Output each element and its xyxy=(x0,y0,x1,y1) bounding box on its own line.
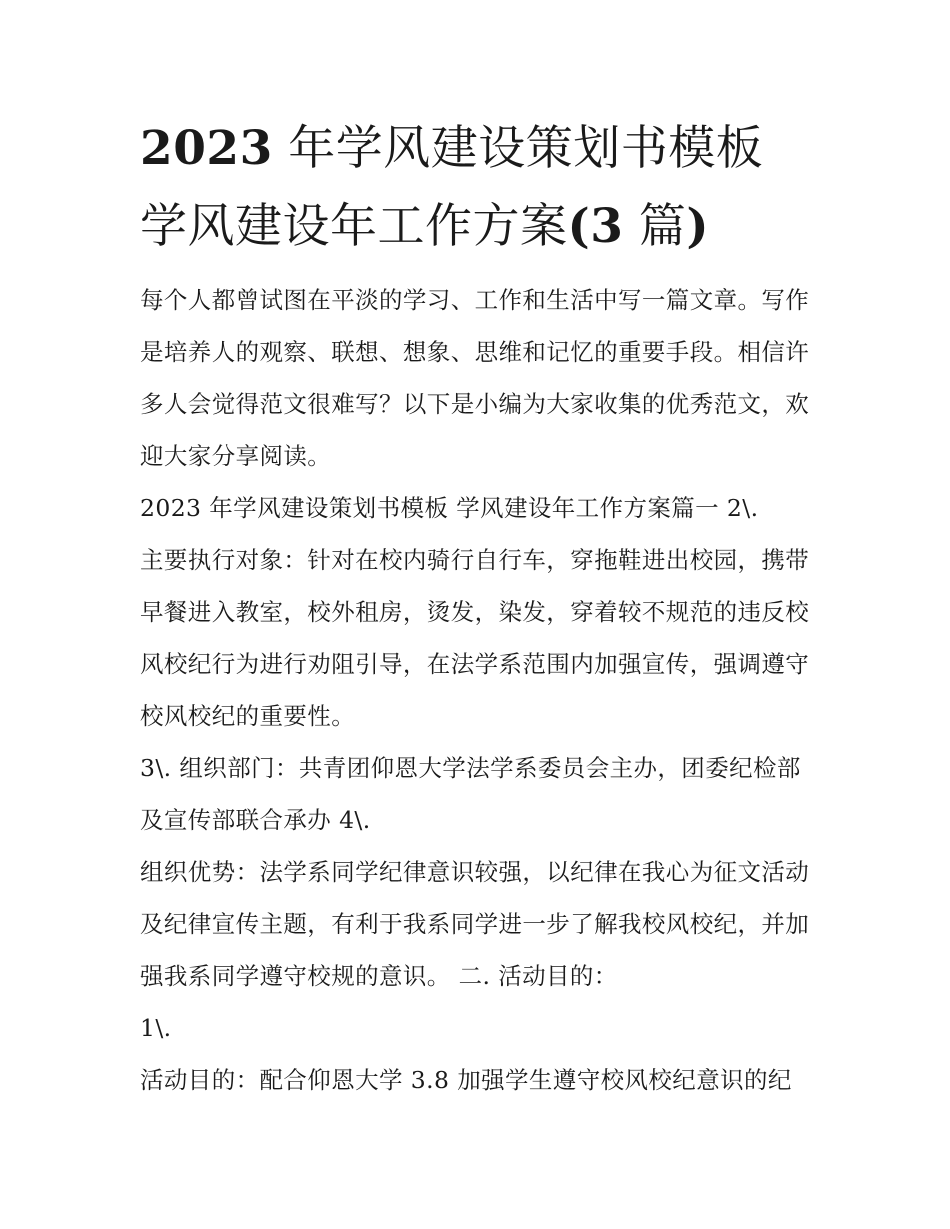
paragraph-purpose: 活动目的：配合仰恩大学 3.8 加强学生遵守校风校纪意识的纪 xyxy=(140,1066,792,1094)
paragraph-item-number: 1\. xyxy=(140,1014,172,1042)
title-line2-count: (3 xyxy=(567,199,624,254)
title-line2-text: 学风建设年工作方案 xyxy=(140,199,568,254)
paragraph-target: 主要执行对象：针对在校内骑行自行车，穿拖鞋进出校园，携带早餐进入教室，校外租房，烫发，染发，穿着较不规范的违反校风校纪行为进行劝阻引导，在法学系范围内加强宣传，强调遵守校风校纪的重要性。 xyxy=(140,546,810,730)
paragraph-section-heading: 2023 年学风建设策划书模板 学风建设年工作方案篇一 2\. xyxy=(140,494,759,522)
title-year: 2023 xyxy=(140,121,273,176)
title-line2-close: ) xyxy=(686,199,710,254)
document-page xyxy=(140,110,812,1106)
document-title xyxy=(140,110,812,266)
title-line1-text: 年学风建设策划书模板 xyxy=(288,121,764,176)
paragraph-organizers: 3\. 组织部门：共青团仰恩大学法学系委员会主办，团委纪检部及宣传部联合承办 4\. xyxy=(140,754,801,834)
paragraph-advantages: 组织优势：法学系同学纪律意识较强，以纪律在我心为征文活动及纪律宣传主题，有利于我系同学进一步了解我校风校纪，并加强我系同学遵守校规的意识。 二. 活动目的： xyxy=(140,858,810,990)
title-line2-unit: 篇 xyxy=(638,199,687,254)
paragraph-intro: 每个人都曾试图在平淡的学习、工作和生活中写一篇文章。写作是培养人的观察、联想、想象、思维和记忆的重要手段。相信许多人会觉得范文很难写？以下是小编为大家收集的优秀范文，欢迎大家分享阅读。 xyxy=(140,286,810,470)
